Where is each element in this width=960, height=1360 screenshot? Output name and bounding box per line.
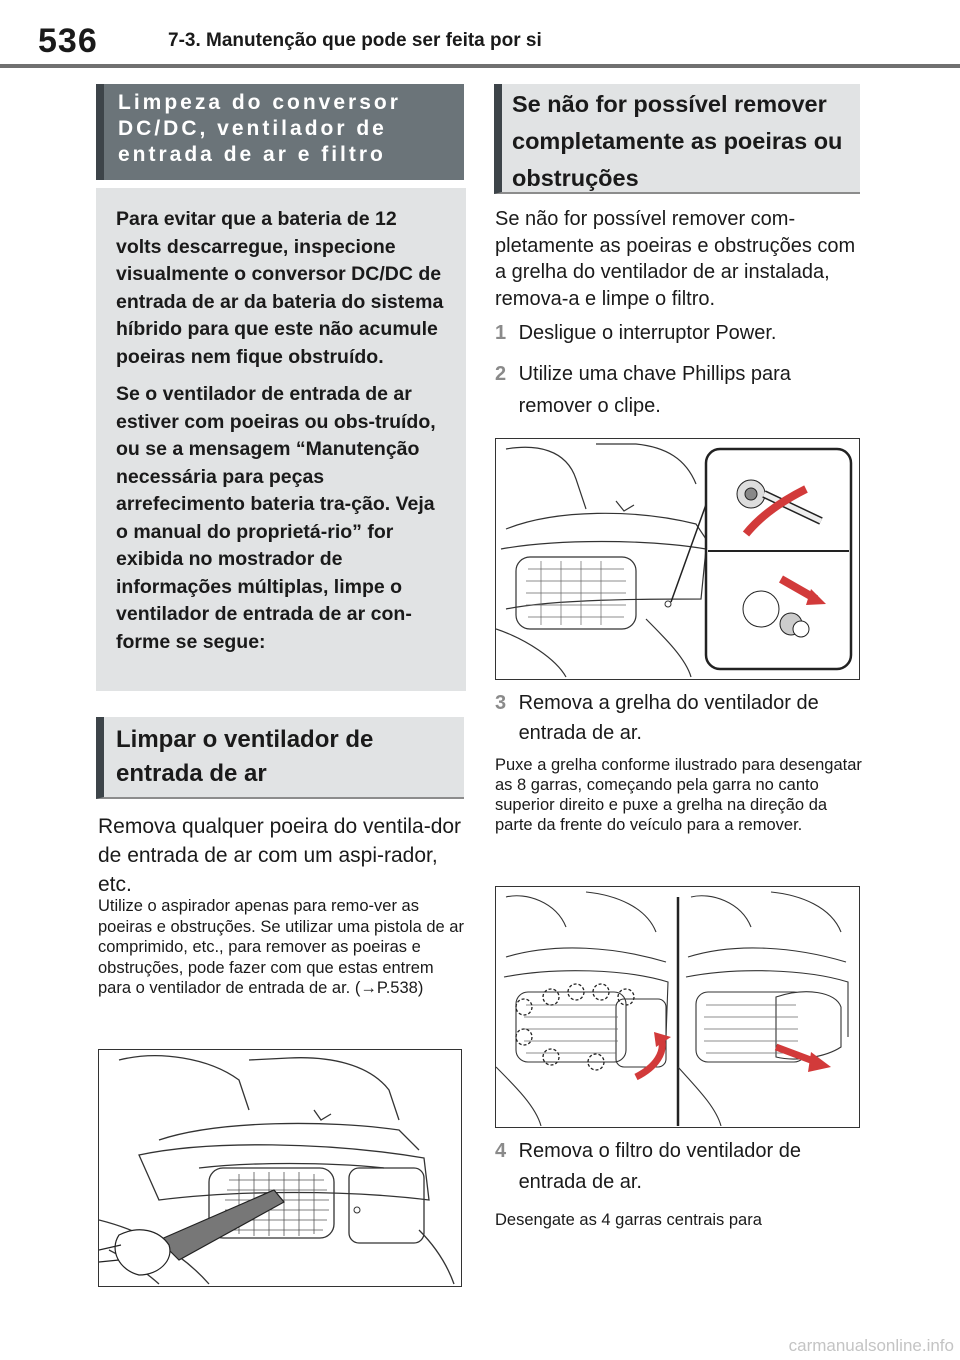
seat-vacuum-drawing (99, 1050, 460, 1285)
heading-limpar-ventilador: Limpar o ventilador de entrada de ar (96, 717, 464, 799)
watermark: carmanualsonline.info (788, 1336, 954, 1355)
step-text: Remova o filtro do ventilador de entrada de ar. (518, 1140, 801, 1193)
heading-line: Limpeza do conversor (118, 91, 401, 114)
step-number: 3 (495, 692, 507, 714)
grille-removal-drawing (496, 887, 858, 1126)
step-1 (495, 318, 865, 348)
heading-line: entrada de ar e filtro (118, 143, 386, 166)
step-note: Puxe a grelha conforme ilustrado para desengatar as 8 garras, começando pela garra no canto superior direito e puxe a grelha na direção da parte da frente do veículo para a remover. (495, 756, 862, 834)
step-3 (495, 688, 865, 748)
step-4 (495, 1136, 865, 1198)
step-text: Remova a grelha do ventilador de entrada de ar. (518, 692, 819, 744)
clip-removal-drawing (496, 439, 858, 678)
heading-limpeza-conversor (96, 84, 464, 180)
section-title: 7-3. Manutenção que pode ser feita por si (168, 30, 542, 51)
body-text: Se não for possível remover com-pletamente as poeiras e obstruções com a grelha do ventilador de ar instalada, remova-a e limpe o filtro. (495, 208, 856, 310)
page-number: 536 (38, 22, 98, 60)
illustration-vacuum-cleaning (98, 1049, 462, 1287)
heading-se-nao-for-possivel: Se não for possível remover completamente as poeiras ou obstruções (494, 84, 860, 194)
step-number: 1 (495, 322, 507, 344)
header-divider (0, 64, 960, 68)
step-note: Desengate as 4 garras centrais para (495, 1211, 762, 1229)
step-text: Utilize uma chave Phillips para remover o clipe. (518, 363, 791, 417)
step-number: 2 (495, 363, 507, 385)
heading-line: DC/DC, ventilador de (118, 117, 387, 140)
step-text: Desligue o interruptor Power. (518, 322, 777, 344)
notice-paragraph: Para evitar que a bateria de 12 volts descarregue, inspecione visualmente o conversor DC/DC de entrada de ar da bateria do sistema híbrido para que este não acumule poeiras nem fique obstruído. (116, 208, 444, 368)
step-2 (495, 358, 865, 422)
notice-paragraph: Se o ventilador de entrada de ar estiver com poeiras ou obs-truído, ou se a mensagem “Manutenção necessária para peças arrefecimento bateria tra-ção. Veja o manual do proprietá-rio” for exibida no mostrador de informações múltiplas, limpe o ventilador de entrada de ar con-forme se segue: (116, 383, 436, 653)
notice-box (96, 188, 466, 691)
step-number: 4 (495, 1140, 507, 1162)
illustration-remove-grille (495, 886, 860, 1128)
note-text: Utilize o aspirador apenas para remo-ver as poeiras e obstruções. Se utilizar uma pistola de ar comprimido, etc., para remover as poeiras e obstruções, pode fazer com que estas entrem para o ventilador de entrada de ar. (→P.538) (98, 897, 464, 997)
illustration-remove-clip (495, 438, 860, 680)
detail-inset (706, 449, 851, 669)
body-text: Remova qualquer poeira do ventila-dor de entrada de ar com um aspi-rador, etc. (98, 815, 462, 896)
vacuum-cleaner-icon (99, 1190, 284, 1275)
